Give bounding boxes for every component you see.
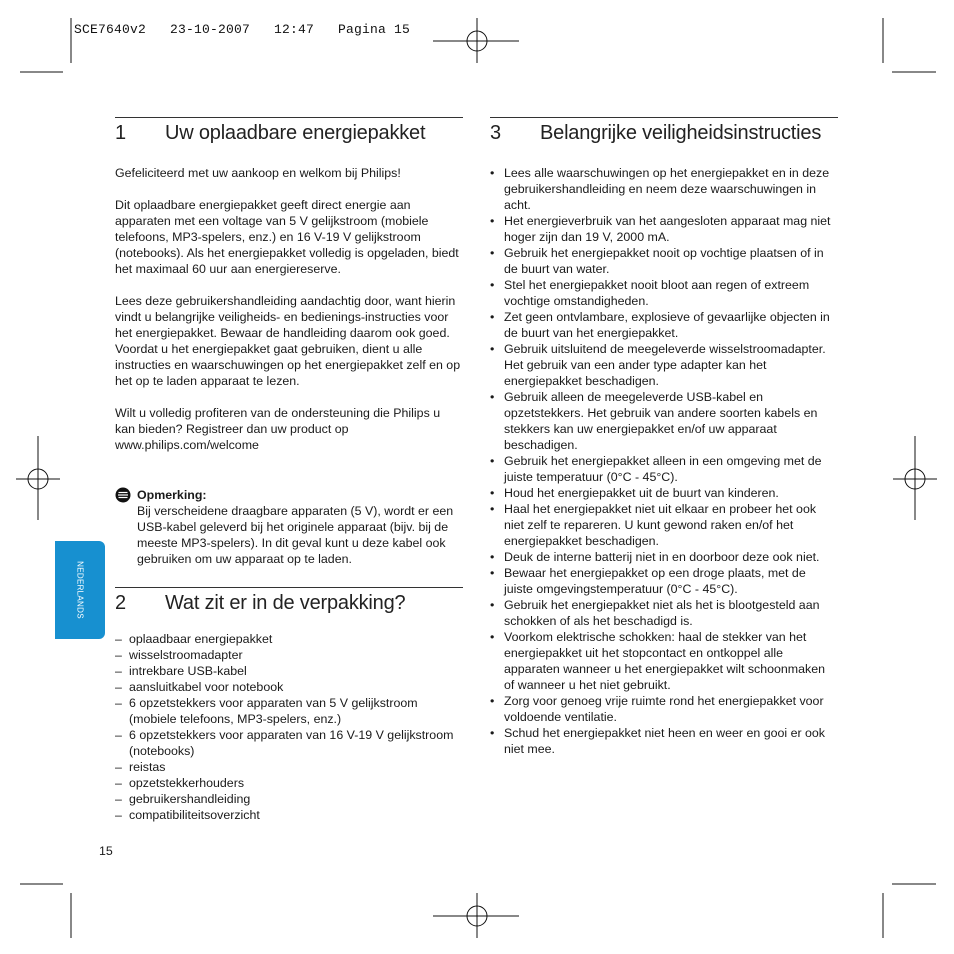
note-block: [115, 486, 463, 567]
section-2-number: 2: [115, 592, 127, 614]
list-item: – wisselstroomadapter: [115, 647, 463, 663]
list-item: • Houd het energiepakket uit de buurt van kinderen.: [490, 485, 838, 501]
list-item: • Gebruik uitsluitend de meegeleverde wisselstroomadapter. Het gebruik van een ander type adapter kan het energiepakket beschadigen.: [490, 341, 838, 389]
list-item: – 6 opzetstekkers voor apparaten van 5 V gelijkstroom (mobiele telefoons, MP3-spelers, enz.): [115, 695, 463, 727]
registration-mark-right: [893, 436, 937, 520]
section-1-title: Uw oplaadbare energiepakket: [165, 122, 426, 144]
list-item: • Het energieverbruik van het aangesloten apparaat mag niet hoger zijn dan 19 V, 2000 mA.: [490, 213, 838, 245]
language-tab: [55, 541, 105, 639]
list-item: – aansluitkabel voor notebook: [115, 679, 463, 695]
note-text: Bij verscheidene draagbare apparaten (5 V), wordt er een USB-kabel geleverd bij het originele apparaat (bijv. bij de meeste MP3-spelers). In dit geval kunt u deze kabel ook gebruiken om uw apparaat op te laden.: [137, 504, 454, 566]
list-item: – oplaadbaar energiepakket: [115, 631, 463, 647]
list-item: – reistas: [115, 759, 463, 775]
list-item: – intrekbare USB-kabel: [115, 663, 463, 679]
list-item: • Zet geen ontvlambare, explosieve of gevaarlijke objecten in de buurt van het energiepakket.: [490, 309, 838, 341]
registration-mark-left: [16, 436, 60, 520]
safety-instructions-list: [490, 165, 838, 757]
note-icon: [115, 487, 131, 503]
list-item: • Schud het energiepakket niet heen en weer en gooi er ook niet mee.: [490, 725, 838, 757]
list-item: • Gebruik het energiepakket niet als het is blootgesteld aan schokken of als het beschadigd is.: [490, 597, 838, 629]
list-item: • Bewaar het energiepakket op een droge plaats, met de juiste omgevingstemperatuur (0°C - 45°C).: [490, 565, 838, 597]
section-1-number: 1: [115, 122, 127, 144]
list-item: • Voorkom elektrische schokken: haal de stekker van het energiepakket uit het stopcontact en ontkoppel alle apparaten wanneer u het energiepakket wilt schoonmaken of wanneer u het niet gebruikt.: [490, 629, 838, 693]
section-1-heading: [115, 117, 463, 145]
section-3-title: Belangrijke veiligheidsinstructies: [540, 122, 822, 144]
list-item: – opzetstekkerhouders: [115, 775, 463, 791]
page-number: 15: [99, 844, 113, 858]
section-2-title: Wat zit er in de verpakking?: [165, 592, 406, 614]
register-paragraph: Wilt u volledig profiteren van de ondersteuning die Philips u kan bieden? Registreer dan uw product op www.philips.com/welcome: [115, 406, 441, 452]
language-tab-label: NEDERLANDS: [75, 561, 85, 619]
package-contents-list: [115, 631, 463, 823]
list-item: • Stel het energiepakket nooit bloot aan regen of extreem vochtige omstandigheden.: [490, 277, 838, 309]
list-item: • Haal het energiepakket niet uit elkaar en probeer het ook niet zelf te repareren. U kunt gewond raken en/of het energiepakket beschadigen.: [490, 501, 838, 549]
read-manual-paragraph: Lees deze gebruikershandleiding aandachtig door, want hierin vindt u belangrijke veiligheids- en bedienings-instructies voor het energiepakket. Bewaar de handleiding daarom ook goed. Voordat u het energiepakket gaat gebruiken, dient u alle instructies en waarschuwingen op het energiepakket zelf en op het op te laden apparaat te lezen.: [115, 294, 461, 388]
list-item: – compatibiliteitsoverzicht: [115, 807, 463, 823]
list-item: • Zorg voor genoeg vrije ruimte rond het energiepakket voor voldoende ventilatie.: [490, 693, 838, 725]
section-3-heading: [490, 117, 838, 145]
left-column: [115, 117, 463, 823]
registration-mark-top: [433, 18, 519, 63]
right-column: [490, 117, 838, 757]
list-item: • Gebruik het energiepakket nooit op vochtige plaatsen of in de buurt van water.: [490, 245, 838, 277]
registration-mark-bottom: [433, 893, 519, 938]
list-item: – 6 opzetstekkers voor apparaten van 16 V-19 V gelijkstroom (notebooks): [115, 727, 463, 759]
section-3-number: 3: [490, 122, 502, 144]
list-item: • Lees alle waarschuwingen op het energiepakket en in deze gebruikershandleiding en neem deze waarschuwingen in acht.: [490, 165, 838, 213]
list-item: • Gebruik het energiepakket alleen in een omgeving met de juiste temperatuur (0°C - 45°C).: [490, 453, 838, 485]
list-item: • Deuk de interne batterij niet in en doorboor deze ook niet.: [490, 549, 838, 565]
description-paragraph: Dit oplaadbare energiepakket geeft direct energie aan apparaten met een voltage van 5 V gelijkstroom (mobiele telefoons, MP3-spelers, enz.) en 16 V-19 V gelijkstroom (notebooks). Als het energiepakket volledig is opgeladen, biedt het maximaal 60 uur aan energiereserve.: [115, 198, 459, 276]
list-item: – gebruikershandleiding: [115, 791, 463, 807]
print-slug: SCE7640v2 23-10-2007 12:47 Pagina 15: [74, 22, 411, 37]
intro-paragraph: Gefeliciteerd met uw aankoop en welkom bij Philips!: [115, 166, 401, 180]
list-item: • Gebruik alleen de meegeleverde USB-kabel en opzetstekkers. Het gebruik van andere soorten kabels en stekkers kan uw energiepakket en/of uw apparaat beschadigen.: [490, 389, 838, 453]
section-2-heading: [115, 587, 463, 615]
note-title: Opmerking:: [137, 487, 207, 502]
